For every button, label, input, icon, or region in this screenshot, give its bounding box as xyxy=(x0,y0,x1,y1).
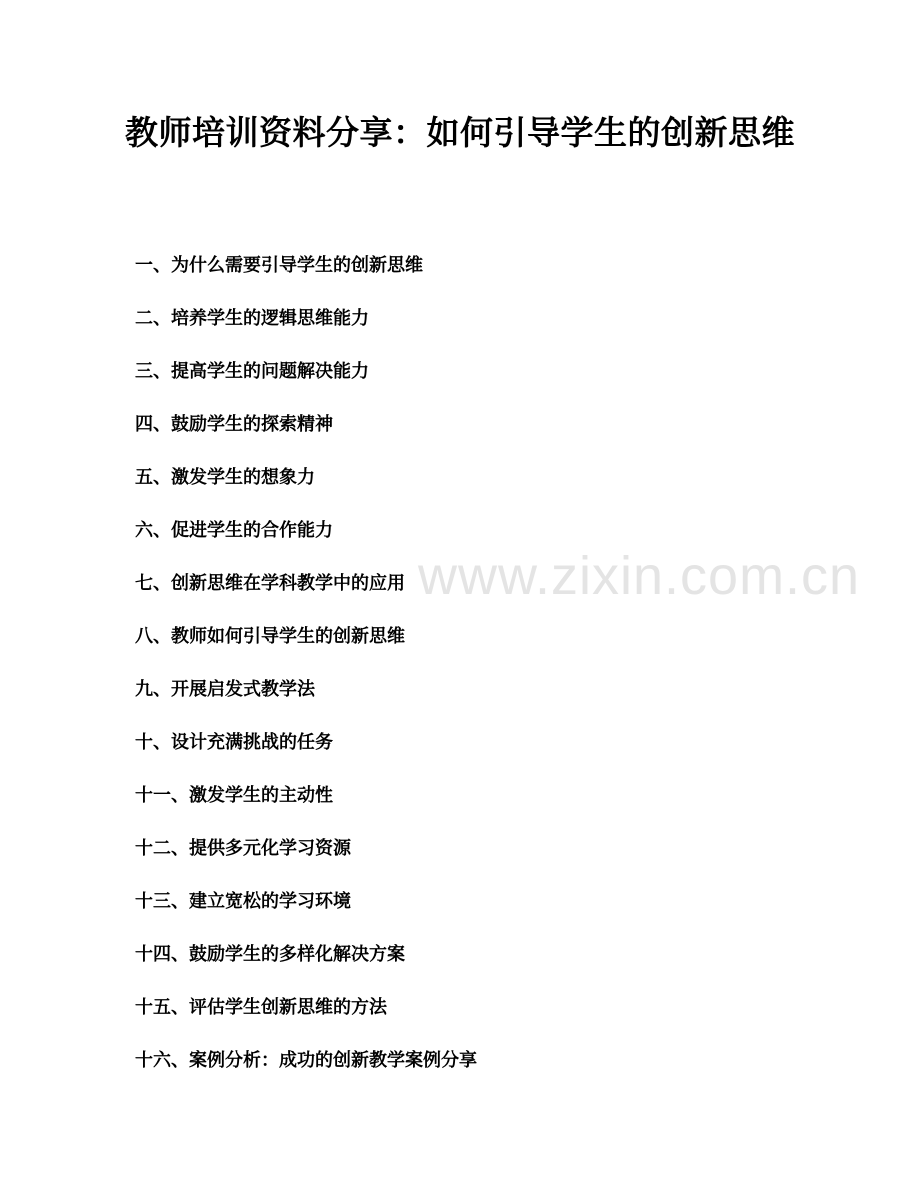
toc-item: 十、设计充满挑战的任务 xyxy=(135,732,333,753)
toc-item: 十三、建立宽松的学习环境 xyxy=(135,891,351,912)
toc-item: 五、激发学生的想象力 xyxy=(135,467,315,488)
page-title: 教师培训资料分享：如何引导学生的创新思维 xyxy=(125,113,795,152)
toc-item: 六、促进学生的合作能力 xyxy=(135,520,333,541)
toc-item: 十一、激发学生的主动性 xyxy=(135,785,333,806)
toc-item: 七、创新思维在学科教学中的应用 xyxy=(135,573,405,594)
toc-item: 十五、评估学生创新思维的方法 xyxy=(135,997,387,1018)
toc-item: 二、培养学生的逻辑思维能力 xyxy=(135,308,369,329)
toc-item: 九、开展启发式教学法 xyxy=(135,679,315,700)
toc-item: 四、鼓励学生的探索精神 xyxy=(135,414,333,435)
toc-item: 十四、鼓励学生的多样化解决方案 xyxy=(135,944,405,965)
toc-item: 八、教师如何引导学生的创新思维 xyxy=(135,626,405,647)
toc-item: 十二、提供多元化学习资源 xyxy=(135,838,351,859)
table-of-contents xyxy=(135,248,477,1096)
toc-item: 三、提高学生的问题解决能力 xyxy=(135,361,369,382)
toc-item: 十六、案例分析：成功的创新教学案例分享 xyxy=(135,1050,477,1071)
toc-item: 一、为什么需要引导学生的创新思维 xyxy=(135,255,423,276)
watermark: www.zixin.com.cn xyxy=(418,546,861,606)
